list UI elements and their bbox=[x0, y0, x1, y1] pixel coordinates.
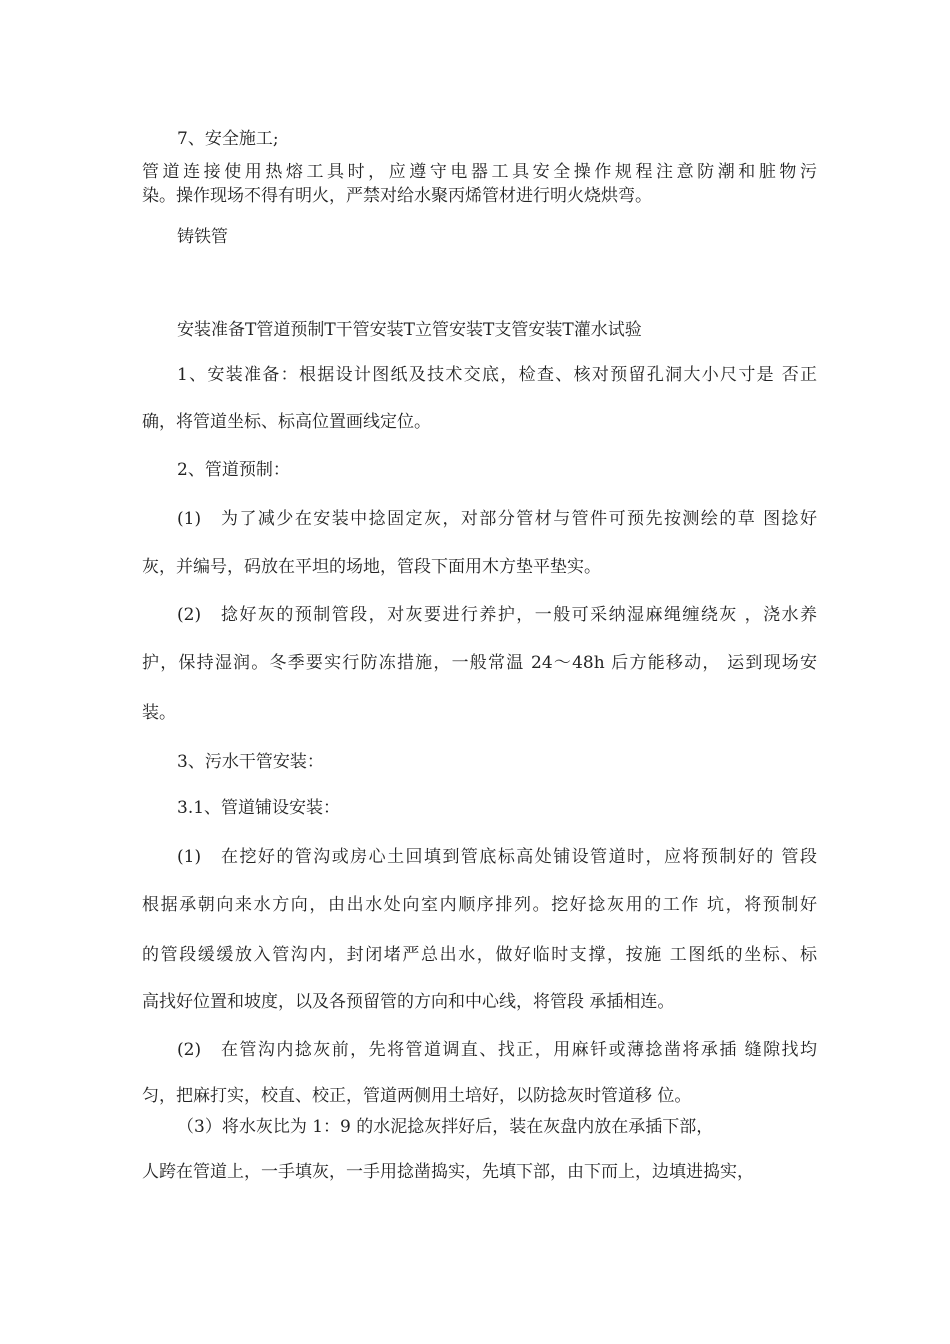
paragraph-line: 灰，并编号，码放在平坦的场地，管段下面用木方垫平垫实。 bbox=[142, 557, 601, 577]
paragraph-line: 染。操作现场不得有明火，严禁对给水聚丙烯管材进行明火烧烘弯。 bbox=[142, 186, 652, 206]
subsection-heading: 3.1、管道铺设安装： bbox=[177, 798, 341, 818]
paragraph-line: 装。 bbox=[142, 703, 176, 723]
paragraph-line: 匀，把麻打实，校直、校正，管道两侧用土培好，以防捻灰时管道移 位。 bbox=[142, 1086, 692, 1106]
paragraph-line: 确，将管道坐标、标高位置画线定位。 bbox=[142, 412, 431, 432]
paragraph-line: 管道连接使用热熔工具时，应遵守电器工具安全操作规程注意防潮和脏物污 bbox=[142, 162, 817, 182]
paragraph-line: (2) 在管沟内捻灰前，先将管道调直、找正，用麻钎或薄捻凿将承插 缝隙找均 bbox=[177, 1040, 817, 1060]
paragraph-line: 的管段缓缓放入管沟内，封闭堵严总出水，做好临时支撑，按施 工图纸的坐标、标 bbox=[142, 945, 817, 965]
paragraph-line: (1) 为了减少在安装中捻固定灰，对部分管材与管件可预先按测绘的草 图捻好 bbox=[177, 509, 817, 529]
section-heading-cast-iron: 铸铁管 bbox=[177, 227, 228, 247]
section-heading-safety: 7、安全施工; bbox=[177, 129, 279, 149]
paragraph-line: （3）将水灰比为 1：9 的水泥捻灰拌好后，装在灰盘内放在承插下部， bbox=[177, 1117, 714, 1137]
paragraph-line: 护，保持湿润。冬季要实行防冻措施，一般常温 24〜48h 后方能移动， 运到现场安 bbox=[142, 653, 817, 673]
paragraph-line: (2) 捻好灰的预制管段，对灰要进行养护，一般可采纳湿麻绳缠绕灰 ，浇水养 bbox=[177, 605, 817, 625]
paragraph-line: 人跨在管道上，一手填灰，一手用捻凿捣实，先填下部，由下而上，边填进捣实， bbox=[142, 1162, 754, 1182]
section-heading-main-pipe: 3、污水干管安装： bbox=[177, 752, 324, 772]
paragraph-line: 根据承朝向来水方向，由出水处向室内顺序排列。挖好捻灰用的工作 坑，将预制好 bbox=[142, 895, 817, 915]
process-flow-line: 安装准备T管道预制T干管安装T立管安装T支管安装T灌水试验 bbox=[177, 320, 642, 340]
section-heading-prefab: 2、管道预制： bbox=[177, 460, 290, 480]
paragraph-line: 高找好位置和坡度，以及各预留管的方向和中心线，将管段 承插相连。 bbox=[142, 992, 675, 1012]
paragraph-line: 1、安装准备：根据设计图纸及技术交底，检查、核对预留孔洞大小尺寸是 否正 bbox=[177, 365, 817, 385]
paragraph-line: (1) 在挖好的管沟或房心土回填到管底标高处铺设管道时，应将预制好的 管段 bbox=[177, 847, 817, 867]
